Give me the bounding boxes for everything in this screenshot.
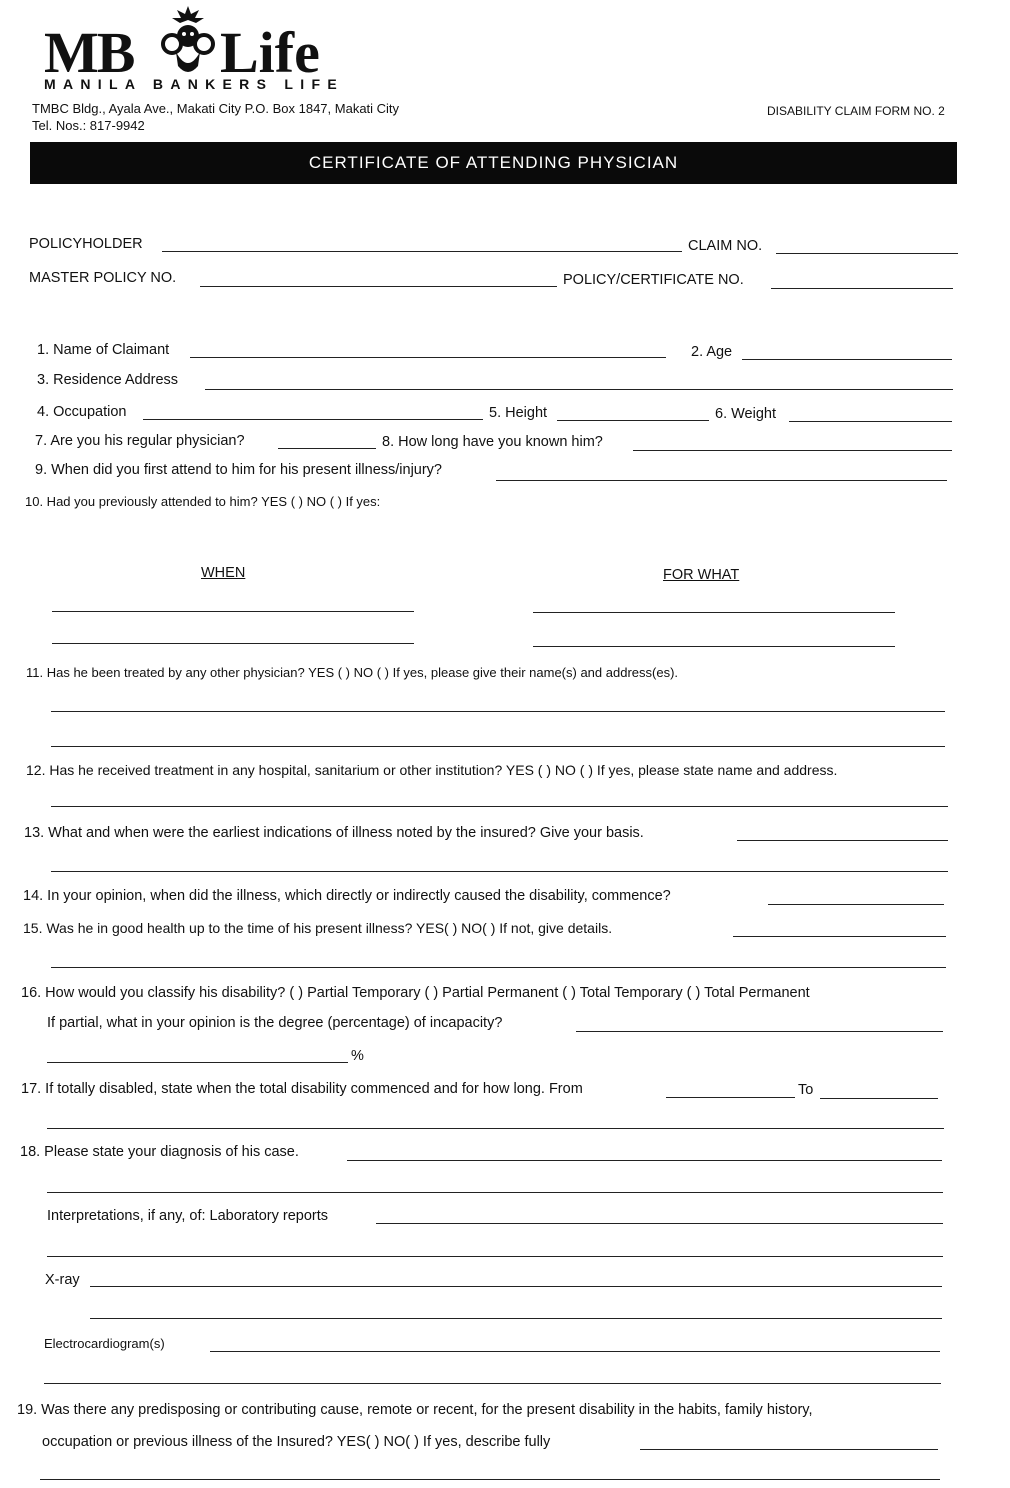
q15-field-1[interactable] [733, 936, 946, 937]
when-field-2[interactable] [52, 643, 414, 644]
percent-sign: % [351, 1048, 364, 1064]
master-policy-no-label: MASTER POLICY NO. [29, 270, 177, 286]
logo-life: Life [220, 20, 320, 85]
q16b-label: If partial, what in your opinion is the degree (percentage) of incapacity? [47, 1015, 503, 1031]
q13-label: 13. What and when were the earliest indications of illness noted by the insured? Give your basis. [24, 825, 644, 841]
when-heading: WHEN [201, 565, 246, 581]
q17-field-2[interactable] [47, 1128, 944, 1129]
policy-certificate-no-label: POLICY/CERTIFICATE NO. [563, 272, 744, 288]
q17-from-field[interactable] [666, 1097, 795, 1098]
q6-field[interactable] [789, 421, 952, 422]
for-what-field-2[interactable] [533, 646, 895, 647]
q2-field[interactable] [742, 359, 952, 360]
policyholder-field[interactable] [162, 251, 682, 252]
q15-field-2[interactable] [51, 967, 946, 968]
q4-label: 4. Occupation [37, 404, 127, 420]
q11-field-1[interactable] [51, 711, 945, 712]
laboratory-reports-field-1[interactable] [376, 1223, 943, 1224]
q11-label: 11. Has he been treated by any other physician? YES ( ) NO ( ) If yes, please give their name(s) and address(es). [26, 665, 679, 680]
logo-emblem-icon [158, 4, 218, 80]
q14-label: 14. In your opinion, when did the illness, which directly or indirectly caused the disability, commence? [23, 888, 671, 904]
q17-to-label: To [798, 1082, 814, 1098]
q2-label: 2. Age [691, 344, 733, 360]
q13-field-2[interactable] [51, 871, 948, 872]
q8-label: 8. How long have you known him? [382, 434, 603, 450]
q19-field-2[interactable] [40, 1479, 940, 1480]
q19-field-1[interactable] [640, 1449, 938, 1450]
q1-field[interactable] [190, 357, 666, 358]
when-field-1[interactable] [52, 611, 414, 612]
ecg-field-1[interactable] [210, 1351, 940, 1352]
q7-field[interactable] [278, 448, 376, 449]
q17-to-field[interactable] [820, 1098, 938, 1099]
xray-label: X-ray [45, 1272, 80, 1288]
q10-label: 10. Had you previously attended to him? YES ( ) NO ( ) If yes: [25, 494, 381, 509]
q8-field[interactable] [633, 450, 952, 451]
form-title: CERTIFICATE OF ATTENDING PHYSICIAN [308, 153, 679, 172]
q3-field[interactable] [205, 389, 953, 390]
q13-field-1[interactable] [737, 840, 948, 841]
q4-field[interactable] [143, 419, 483, 420]
form-title-banner [30, 142, 957, 184]
for-what-field-1[interactable] [533, 612, 895, 613]
xray-field-1[interactable] [90, 1286, 942, 1287]
claim-no-label: CLAIM NO. [688, 238, 763, 254]
q17-label: 17. If totally disabled, state when the total disability commenced and for how long. From [21, 1081, 583, 1097]
ecg-label: Electrocardiogram(s) [44, 1336, 165, 1351]
q3-label: 3. Residence Address [37, 372, 179, 388]
ecg-field-2[interactable] [44, 1383, 941, 1384]
q19-label: 19. Was there any predisposing or contributing cause, remote or recent, for the present disability in the habits, family history, [17, 1402, 813, 1418]
q6-label: 6. Weight [715, 406, 776, 422]
policyholder-label: POLICYHOLDER [29, 236, 143, 252]
q9-label: 9. When did you first attend to him for his present illness/injury? [35, 462, 442, 478]
laboratory-reports-field-2[interactable] [47, 1256, 943, 1257]
q18-field-2[interactable] [47, 1192, 943, 1193]
q18-field-1[interactable] [347, 1160, 942, 1161]
q11-field-2[interactable] [51, 746, 945, 747]
policy-certificate-no-field[interactable] [771, 288, 953, 289]
q16-label: 16. How would you classify his disability? ( ) Partial Temporary ( ) Partial Permanent ( ) Total Temporary ( ) Total Permanent [21, 985, 810, 1001]
q12-field[interactable] [51, 806, 948, 807]
q1-label: 1. Name of Claimant [37, 342, 170, 358]
q18-label: 18. Please state your diagnosis of his case. [20, 1144, 299, 1160]
q19b-label: occupation or previous illness of the Insured? YES( ) NO( ) If yes, describe fully [42, 1434, 551, 1450]
for-what-heading: FOR WHAT [663, 567, 740, 583]
q12-label: 12. Has he received treatment in any hospital, sanitarium or other institution? YES ( ) NO ( ) If yes, please state name and address. [26, 762, 838, 778]
master-policy-no-field[interactable] [200, 286, 557, 287]
q5-label: 5. Height [489, 405, 548, 421]
q16b-field[interactable] [576, 1031, 943, 1032]
percentage-field[interactable] [47, 1062, 348, 1063]
q5-field[interactable] [557, 420, 709, 421]
xray-field-2[interactable] [90, 1318, 942, 1319]
interpretations-label: Interpretations, if any, of: Laboratory reports [47, 1208, 329, 1224]
claim-no-field[interactable] [776, 253, 958, 254]
q14-field[interactable] [768, 904, 944, 905]
form-number: DISABILITY CLAIM FORM NO. 2 [767, 104, 945, 118]
company-name: MANILA BANKERS LIFE [44, 76, 344, 92]
company-address: TMBC Bldg., Ayala Ave., Makati City P.O. Box 1847, Makati City [32, 101, 400, 116]
q15-label: 15. Was he in good health up to the time of his present illness? YES( ) NO( ) If not, give details. [23, 920, 613, 936]
q7-label: 7. Are you his regular physician? [35, 433, 245, 449]
company-tel: Tel. Nos.: 817-9942 [32, 118, 145, 133]
q9-field[interactable] [496, 480, 947, 481]
logo-mb: MB [44, 20, 134, 85]
